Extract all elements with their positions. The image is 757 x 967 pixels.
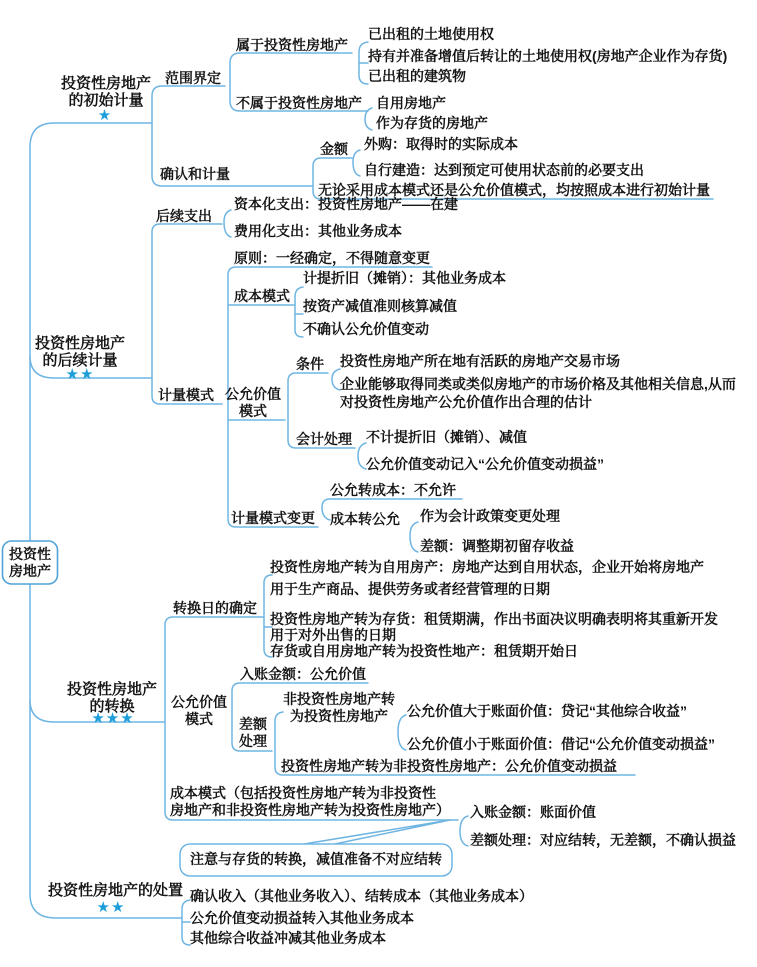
node-principle: 原则：一经确定，不得随意变更 <box>234 250 430 266</box>
branch2-title-line1: 投资性房地产 <box>34 335 126 352</box>
node-amount-item: 外购：取得时的实际成本 <box>364 136 518 152</box>
node-date-item: 用于生产商品、提供劳务或者经营管理的日期 <box>270 581 550 597</box>
branch3-title-line1: 投资性房地产 <box>66 681 158 698</box>
branch3-star-rating: ★★★ <box>91 710 135 727</box>
node-entry-amount: 入账金额：公允价值 <box>240 666 366 682</box>
node-cost3-item: 差额处理：对应结转，无差额，不确认损益 <box>470 832 736 848</box>
node-cost-item: 不确认公允价值变动 <box>303 321 429 337</box>
node-fv-mode3-line1: 公允价值 <box>171 694 227 710</box>
node-cost-item: 计提折旧（摊销）：其他业务成本 <box>303 270 506 286</box>
node-noninv-item: 公允价值大于账面价值：贷记“其他综合收益” <box>407 703 687 719</box>
node-not-belongs-item: 作为存货的房地产 <box>376 115 488 131</box>
node-condition-item: 投资性房地产所在地有活跃的房地产交易市场 <box>340 353 620 369</box>
node-noninv-item: 公允价值小于账面价值：借记“公允价值变动损益” <box>407 736 715 752</box>
node-recognize: 确认和计量 <box>160 166 230 182</box>
node-accounting-item: 不计提折旧（摊销）、减值 <box>366 429 527 445</box>
node-cost-to-fv: 成本转公允 <box>330 511 400 527</box>
node-date-item: 存货或自用房地产转为投资性地产：租赁期开始日 <box>270 643 578 659</box>
branch2-star-rating: ★★ <box>65 366 95 383</box>
connector-belongs-brace <box>359 42 368 84</box>
node-diff-line1: 差额 <box>239 716 267 732</box>
connector-amount-brace <box>353 150 360 176</box>
node-not-belongs-item: 自用房地产 <box>376 95 446 111</box>
node-diff-line2: 处理 <box>239 733 267 749</box>
branch1-star-rating: ★ <box>97 107 113 124</box>
node-fv-mode3-line2: 模式 <box>185 711 213 727</box>
node-fv-to-cost: 公允转成本：不允许 <box>330 482 456 498</box>
node-subsequent-item: 费用化支出：其他业务成本 <box>234 223 402 239</box>
branch1-title-line1: 投资性房地产 <box>60 75 152 92</box>
node-mode-change: 计量模式变更 <box>231 510 315 526</box>
node-disposal-item: 确认收入（其他业务收入）、结转成本（其他业务成本） <box>190 888 533 904</box>
node-not-belongs: 不属于投资性房地产 <box>236 95 362 111</box>
node-condition-item: 对投资性房地产公允价值作出合理的估计 <box>340 394 592 410</box>
branch2-title-line2: 的后续计量 <box>42 352 118 369</box>
node-date-item: 用于对外出售的日期 <box>270 627 396 643</box>
connector-subsequent-brace <box>224 210 231 237</box>
node-belongs-item: 持有并准备增值后转让的土地使用权(房地产企业作为存货) <box>368 48 728 64</box>
node-amount: 金额 <box>320 141 348 157</box>
connector-spine <box>30 123 182 918</box>
connector-cost3-brace <box>460 816 468 846</box>
node-cost-to-fv-item: 差额：调整期初留存收益 <box>420 538 574 554</box>
connector-cond-brace <box>332 369 340 390</box>
connector-b4-children <box>182 900 190 945</box>
node-cost-to-fv-item: 作为会计政策变更处理 <box>420 508 560 524</box>
node-amount-item: 自行建造：达到预定可使用状态前的必要支出 <box>364 162 644 178</box>
connector-acct-brace <box>358 443 366 469</box>
node-disposal-item: 公允价值变动损益转入其他业务成本 <box>190 910 414 926</box>
node-cost-mode: 成本模式 <box>234 288 290 304</box>
branch4-star-rating: ★★ <box>96 899 126 916</box>
node-condition-item: 企业能够取得同类或类似房地产的市场价格及其他相关信息,从而 <box>340 376 736 392</box>
node-subsequent: 后续支出 <box>156 208 212 224</box>
connector-b2-bracket <box>152 224 222 404</box>
node-scope: 范围界定 <box>165 70 221 86</box>
node-fv-mode-line1: 公允价值 <box>225 386 281 402</box>
root-node-line1: 投资性 <box>9 546 51 562</box>
node-belongs-item: 已出租的土地使用权 <box>368 26 494 42</box>
node-conversion-date: 转换日的确定 <box>173 600 257 616</box>
node-disposal-item: 其他综合收益冲减其他业务成本 <box>190 930 386 946</box>
node-measure-mode: 计量模式 <box>158 387 214 403</box>
node-noninv-line2: 为投资性房地产 <box>290 708 388 724</box>
node-cost-mode3-line2: 房地产和非投资性房地产转为投资性房地产） <box>170 802 450 818</box>
node-date-item: 投资性房地产转为自用房产：房地产达到自用状态，企业开始将房地产 <box>270 559 704 575</box>
node-noninv-line1: 非投资性房地产转 <box>283 691 395 707</box>
node-belongs-item: 已出租的建筑物 <box>368 68 466 84</box>
node-date-item: 投资性房地产转为存货：租赁期满，作出书面决议明确表明将其重新开发 <box>270 611 718 627</box>
connector-ctf-brace <box>410 522 418 552</box>
node-initial-note: 无论采用成本模式还是公允价值模式，均按照成本进行初始计量 <box>318 182 710 198</box>
node-inv-to-noninv: 投资性房地产转为非投资性房地产：公允价值变动损益 <box>281 758 617 774</box>
node-fv-mode-line2: 模式 <box>239 403 267 419</box>
root-node-line2: 房地产 <box>9 563 51 579</box>
callout-note: 注意与存货的转换，减值准备不对应结转 <box>190 851 442 867</box>
connector-callout-arrow <box>298 820 450 845</box>
node-cost-item: 按资产减值准则核算减值 <box>303 298 457 314</box>
node-subsequent-item: 资本化支出：投资性房地产——在建 <box>234 196 458 212</box>
branch4-title: 投资性房地产的处置 <box>48 882 184 899</box>
node-cost3-item: 入账金额：账面价值 <box>470 804 596 820</box>
connector-noninv-brace <box>398 715 406 750</box>
branch1-title-line2: 的初始计量 <box>68 92 144 109</box>
branch3-title-line2: 的转换 <box>89 698 135 715</box>
node-accounting-item: 公允价值变动记入“公允价值变动损益” <box>366 456 604 472</box>
node-condition: 条件 <box>296 356 324 372</box>
node-accounting: 会计处理 <box>296 431 352 447</box>
node-cost-mode3-line1: 成本模式（包括投资性房地产转为非投资性 <box>170 785 436 801</box>
node-belongs: 属于投资性房地产 <box>236 37 348 53</box>
